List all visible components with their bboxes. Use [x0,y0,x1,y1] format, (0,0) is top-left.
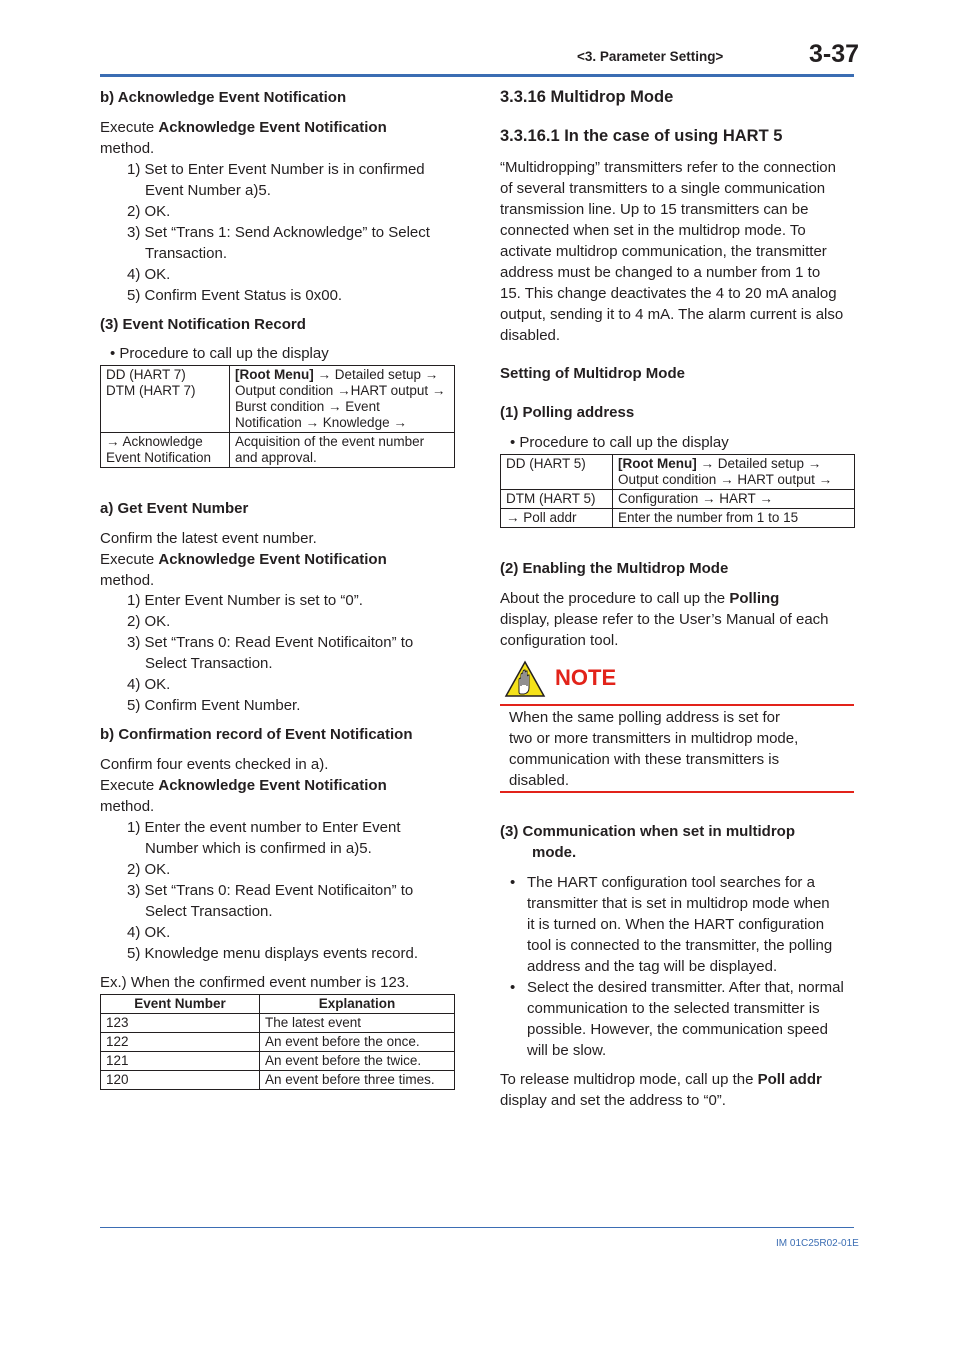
paragraph-multidrop-intro: “Multidropping” transmitters refer to the connection of several transmitters to a single communication transmission line. Up to 15 transmitters can be connected when set in the multidrop mode. To activate multidrop communication, the transmitter address must be changed to a number from 1 to 15. This change deactivates the 4 to 20 mA analog output, sending it to 4 mA. The alarm current is also disabled. [500,159,844,344]
list-item: • Select the desired transmitter. After that, normal communication to the selected transmitter is possible. However, the communication speed will be slow. [510,979,844,1059]
step: 2) OK. [127,861,171,878]
footer-doc-id: IM 01C25R02-01E [776,1238,859,1249]
table-cell: DD (HART 5) [501,455,613,490]
step: 4) OK. [127,266,171,283]
header-rule [100,74,854,77]
step: 5) Confirm Event Status is 0x00. [127,287,343,304]
heading-hart5: 3.3.16.1 In the case of using HART 5 [500,127,783,145]
heading-enabling-multidrop: (2) Enabling the Multidrop Mode [500,560,729,577]
note-bottom-rule [500,791,854,793]
step: 4) OK. [127,924,171,941]
table-cell: → Poll addr [501,509,613,528]
procedure-table-hart7 [100,365,455,468]
column-header: Explanation [260,995,455,1014]
step: Transaction. [145,245,227,262]
paragraph-release-multidrop: To release multidrop mode, call up the Poll addr display and set the address to “0”. [500,1071,822,1109]
note-warning-icon [504,660,546,698]
table-cell: DD (HART 7) DTM (HART 7) [101,366,230,433]
paragraph-confirmation: Confirm four events checked in a). Execute Acknowledge Event Notification method. [100,756,387,815]
step: 3) Set “Trans 0: Read Event Notificaiton” to [127,634,414,651]
table-cell: [Root Menu] → Detailed setup → Output condition →HART output → Burst condition → Event Notification → Knowledge → [230,366,455,433]
table-cell: → Acknowledge Event Notification [101,433,230,468]
table-row: 121 An event before the twice. [101,1052,455,1071]
table-cell: Configuration → HART → [613,490,855,509]
paragraph-get-event: Confirm the latest event number. Execute Acknowledge Event Notification method. [100,530,387,589]
step: 3) Set “Trans 0: Read Event Notificaiton” to [127,882,414,899]
step: 1) Enter Event Number is set to “0”. [127,592,363,609]
step: Select Transaction. [145,655,273,672]
heading-setting-multidrop: Setting of Multidrop Mode [500,365,685,382]
table-cell: Enter the number from 1 to 15 [613,509,855,528]
table-row: 120 An event before three times. [101,1071,455,1090]
step: 1) Set to Enter Event Number is in confirmed [127,161,425,178]
bullet-procedure-polling: • Procedure to call up the display [510,434,729,451]
heading-multidrop-mode: 3.3.16 Multidrop Mode [500,88,674,106]
step: Select Transaction. [145,903,273,920]
procedure-table-hart5 [500,454,855,528]
heading-acknowledge-event-notification: b) Acknowledge Event Notification [100,89,347,106]
step: 5) Knowledge menu displays events record. [127,945,418,962]
get-steps [127,590,457,716]
column-header: Event Number [101,995,260,1014]
footer-rule [100,1227,854,1228]
step: Event Number a)5. [145,182,271,199]
example-caption: Ex.) When the confirmed event number is 123. [100,974,410,991]
step: 5) Confirm Event Number. [127,697,301,714]
page-number: 3-37 [809,40,860,68]
heading-confirmation-record: b) Confirmation record of Event Notification [100,726,413,743]
table-row: 123 The latest event [101,1014,455,1033]
heading-event-notification-record: (3) Event Notification Record [100,316,306,333]
table-cell: [Root Menu] → Detailed setup → Output condition → HART output → [613,455,855,490]
step: 4) OK. [127,676,171,693]
paragraph-enabling: About the procedure to call up the Polling display, please refer to the User’s Manual of each configuration tool. [500,590,829,649]
event-number-table [100,994,455,1090]
heading-communication-multidrop: (3) Communication when set in multidrop mode. [500,823,796,861]
step: 2) OK. [127,613,171,630]
table-cell: Acquisition of the event number and approval. [230,433,455,468]
table-row: 122 An event before the once. [101,1033,455,1052]
bullet-procedure: • Procedure to call up the display [110,345,329,362]
step: 1) Enter the event number to Enter Event [127,819,401,836]
step: 3) Set “Trans 1: Send Acknowledge” to Select [127,224,430,241]
list-item: • The HART configuration tool searches for a transmitter that is set in multidrop mode when it is turned on. When the HART configuration tool is connected to the transmitter, the polling address and the tag will be displayed. [510,874,833,975]
note-top-rule [500,704,854,706]
step: Number which is confirmed in a)5. [145,840,372,857]
confirmation-steps [127,817,457,964]
table-cell: DTM (HART 5) [501,490,613,509]
step: 2) OK. [127,203,171,220]
paragraph-execute-ack: Execute Acknowledge Event Notification method. [100,119,387,157]
note-text: When the same polling address is set for two or more transmitters in multidrop mode, communication with these transmitters is disabled. [509,709,799,789]
heading-get-event-number: a) Get Event Number [100,500,249,517]
bullet-list-communication [510,872,860,1061]
heading-polling-address: (1) Polling address [500,404,635,421]
note-title: NOTE [555,665,617,690]
header-section-title: <3. Parameter Setting> [577,49,724,64]
ack-steps [127,159,457,306]
